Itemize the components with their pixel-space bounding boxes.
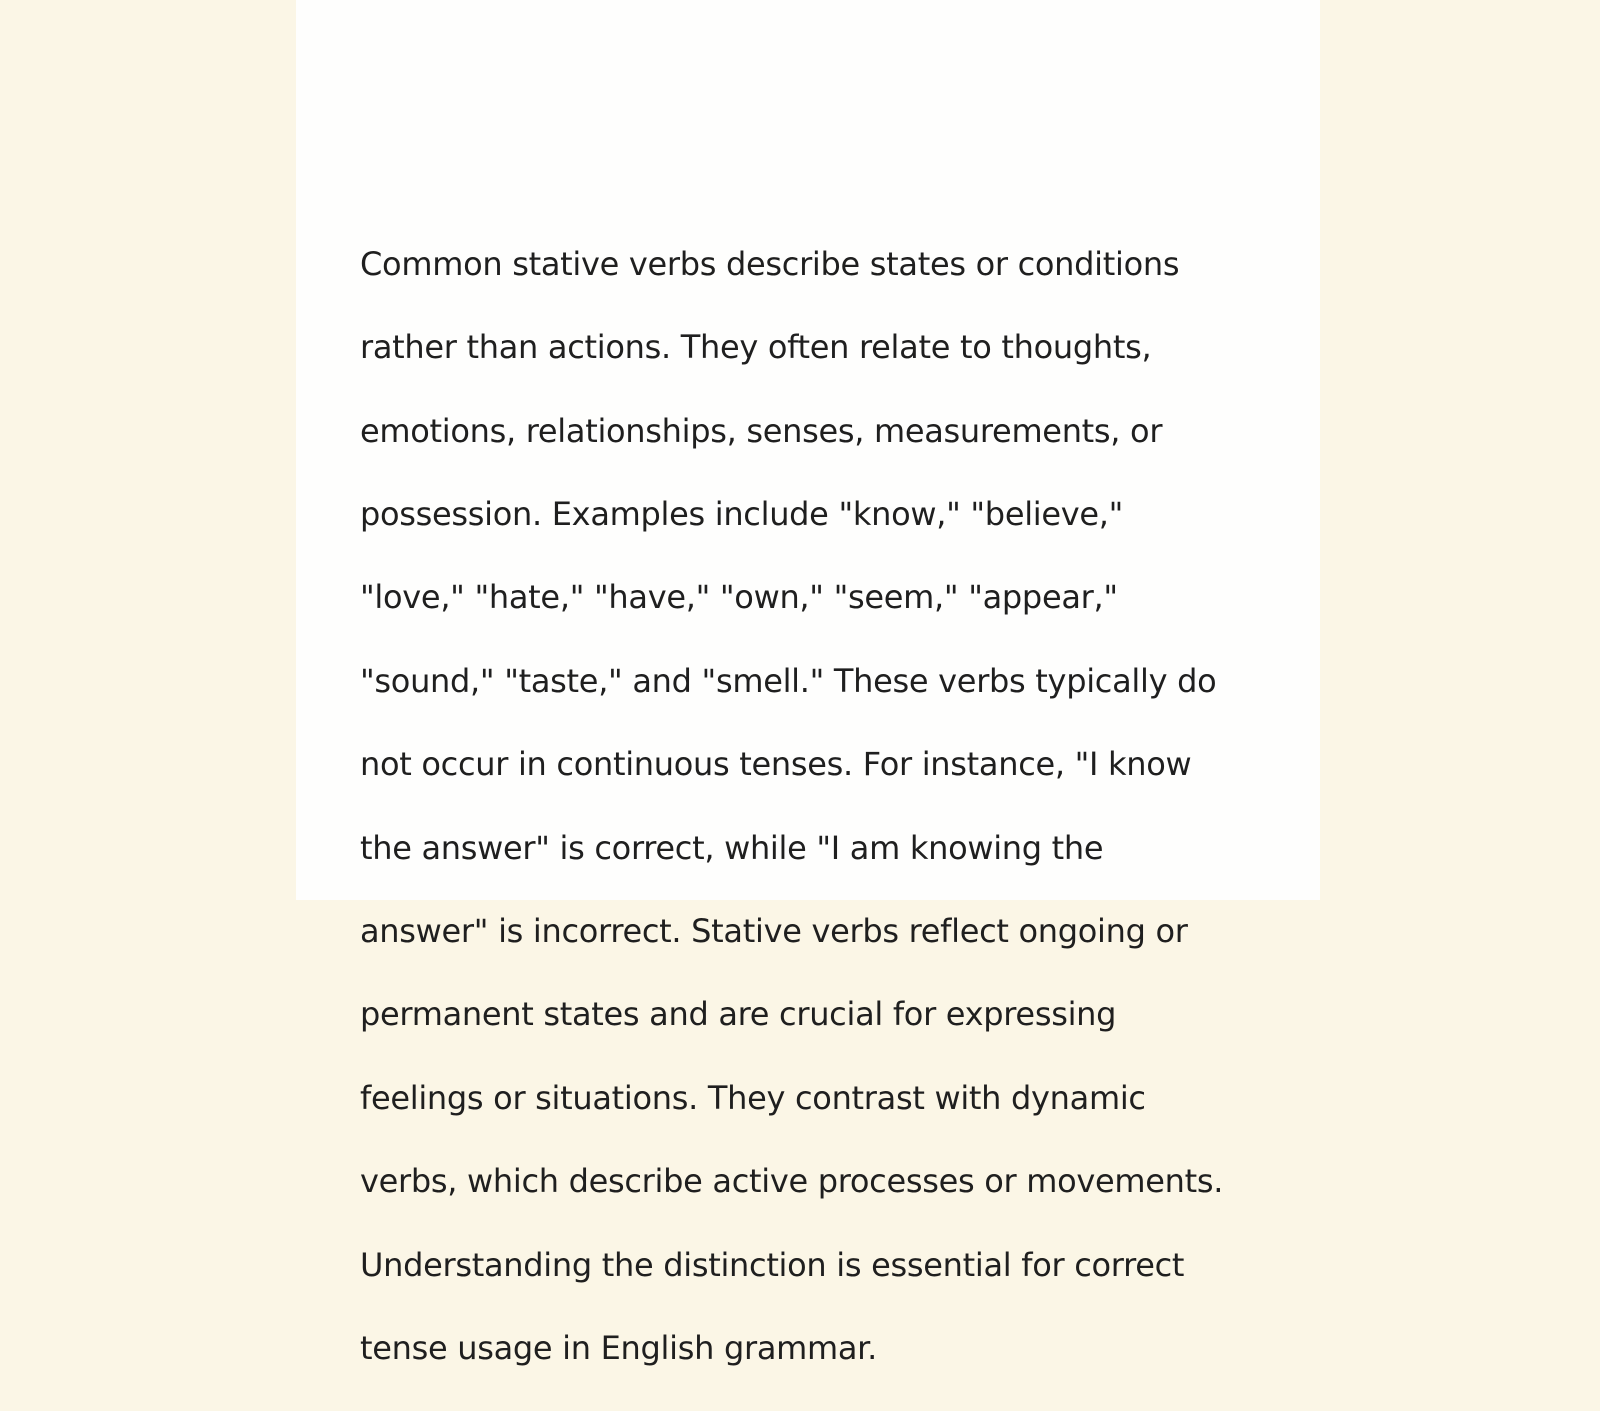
paragraph-line: not occur in continuous tenses. For instance, "I know (360, 745, 1192, 784)
paragraph-line: the answer" is correct, while "I am knowing the (360, 828, 1104, 867)
paragraph-line: feelings or situations. They contrast with dynamic (360, 1078, 1146, 1117)
document-page (296, 0, 1320, 1367)
paragraph-line: possession. Examples include "know," "believe," (360, 494, 1124, 533)
paragraph-line: answer" is incorrect. Stative verbs reflect ongoing or (360, 911, 1188, 950)
paragraph-line: emotions, relationships, senses, measurements, or (360, 411, 1163, 450)
paragraph-line: tense usage in English grammar. (360, 1328, 877, 1367)
paragraph-line: "love," "hate," "have," "own," "seem," "appear," (360, 578, 1118, 617)
paragraph-line: Common stative verbs describe states or conditions (360, 244, 1180, 283)
paragraph-line: "sound," "taste," and "smell." These verbs typically do (360, 661, 1217, 700)
body-paragraph (360, 202, 1260, 1411)
paragraph-line: Understanding the distinction is essential for correct (360, 1245, 1185, 1284)
paragraph-line: permanent states and are crucial for expressing (360, 995, 1117, 1034)
paragraph-line: rather than actions. They often relate to thoughts, (360, 328, 1152, 367)
paragraph-line: verbs, which describe active processes or movements. (360, 1162, 1224, 1201)
